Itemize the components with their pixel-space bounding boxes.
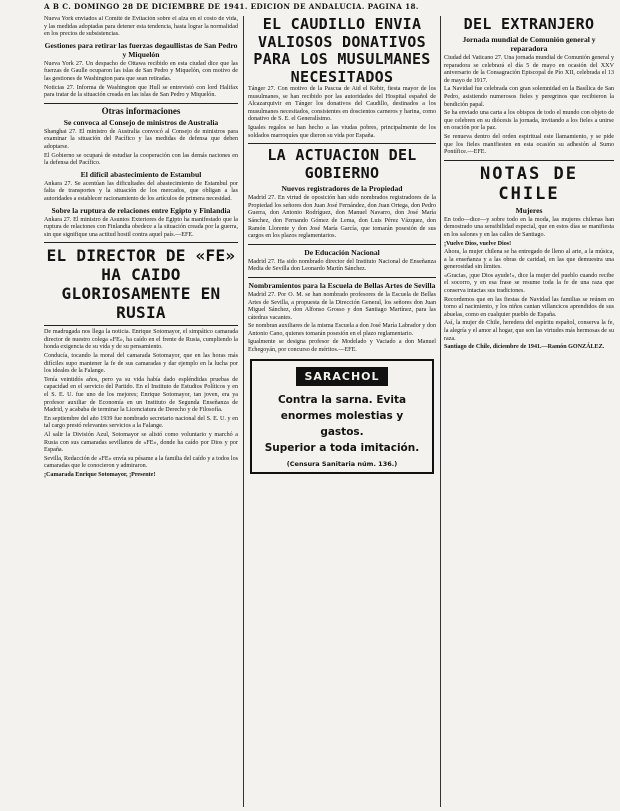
article-paragraph: Santiago de Chile, diciembre de 1941.—Ramón GONZÁLEZ. — [444, 344, 605, 351]
article-paragraph: Se renueva dentro del orden espiritual este llamamiento, y se pide que los fieles manifiesten en esta ocasión su adhesión al Sumo Pontífice.—EFE. — [444, 133, 614, 156]
column-divider — [243, 16, 244, 807]
article-paragraph: En septiembre del año 1939 fue nombrado secretario nacional del S. E. U. y en tal cargo prestó relevantes servicios a la Falange. — [44, 415, 238, 430]
article-paragraph: Iguales regalos se han hecho a las viudas pobres, principalmente de los soldados marroquíes que dieron su vida por España. — [248, 124, 436, 139]
section-rule — [444, 160, 614, 161]
section-headline: LA ACTUACION DEL GOBIERNO — [267, 146, 417, 182]
article-paragraph: La Navidad fue celebrada con gran solemnidad en la Basílica de San Pedro, asistiendo numerosos fieles y peregrinos que recibieron la bendición papal. — [444, 86, 614, 108]
article-paragraph: Sevilla, Redacción de «FE» envía su pésame a la familia del caído y a todos los camaradas que le conocieron y admiraron. — [44, 455, 238, 470]
page-header: A B C. DOMINGO 28 DE DICIEMBRE DE 1941. EDICION DE ANDALUCIA. PAGINA 18. — [44, 2, 419, 11]
section-headline: NOTAS DE CHILE — [480, 163, 578, 204]
article-paragraph: Ankara 27. Se acentúan las dificultades del abastecimiento de Estambul por falta de transportes y la situación de los mercados, que obligan a las autoridades a establecer racionamiento de los artículos de primera necesidad. — [44, 180, 238, 202]
article-paragraph: En todo—dice—y sobre todo en la moda, las mujeres chilenas han demostrado una sensibilidad especial, que en estos días se manifiesta en los salones y en las calles de Santiago. — [444, 216, 614, 238]
section-rule — [248, 277, 436, 278]
section-rule — [44, 242, 238, 243]
article-subheading: Nuevos registradores de la Propiedad — [281, 184, 403, 194]
article-paragraph: Ankara 27. El ministro de Asuntos Exteriores de Egipto ha manifestado que la ruptura de relaciones con Finlandia obedece a la situación creada por la guerra, sin que signifique una actitud hostil contra aquel país.—EFE. — [44, 216, 238, 238]
ad-footer: (Censura Sanitaria núm. 136.) — [286, 459, 398, 468]
article-paragraph: El Gobierno se ocupará de estudiar la cooperación con las demás naciones en la defensa del Pacífico. — [44, 152, 238, 167]
article-paragraph: Shanghai 27. El ministro de Australia convocó al Consejo de ministros para examinar la situación del Pacífico y las medidas de defensa que deben adoptarse. — [44, 128, 238, 150]
article-paragraph: Tánger 27. Con motivo de la Pascua de Aid el Kebir, fiesta mayor de los musulmanes, se han recibido por las autoridades del Hospital español de Alcazarquivir en Tánger los donativos del Caudillo, destinados a los musulmanes necesitados, consistentes en doscientos carneros y harina, como donativo de S. E. el Generalísimo. — [248, 86, 436, 123]
article-paragraph: Noticias 27. Informa de Washington que Hull se entrevistó con lord Halifax para tratar de la situación creada en las islas de San Pedro y Miquelón. — [44, 84, 238, 99]
article-paragraph: Se ha enviado una carta a los obispos de todo el mundo con objeto de que celebren en su diócesis la jornada, invitando a los fieles a unirse en oración por la paz. — [444, 110, 614, 132]
article-paragraph: Al salir la División Azul, Sotomayor se alistó como voluntario y marchó a Rusia con sus camaradas sevillanos de «FE», donde ha caído por Dios y por España. — [44, 432, 238, 454]
article-subheading: Sobre la ruptura de relaciones entre Egipto y Finlandia — [51, 205, 231, 215]
section-rule — [248, 143, 436, 144]
column-middle — [248, 16, 436, 809]
article-subheading: Nombramientos para la Escuela de Bellas Artes de Sevilla — [248, 280, 436, 290]
article-paragraph: Se nombran auxiliares de la misma Escuela a don José María Labrador y don Antonio Cano, quienes tomarán posesión en el plazo reglamentario. — [248, 323, 436, 337]
article-paragraph: Madrid 27. Por O. M. se han nombrado profesores de la Escuela de Bellas Artes de Sevilla, a propuesta de la Dirección General, los señores don Juan Miguel Sánchez, don Alfonso Grosso y don Santiago Martínez, para las cátedras vacantes. — [248, 291, 436, 321]
section-heading: Otras informaciones — [101, 105, 181, 116]
article-paragraph: De madrugada nos llega la noticia. Enrique Sotomayor, el simpático camarada director de nuestro colega «FE», ha caído en el frente de Rusia, cumpliendo la honda exigencia de su vida y de su pensamiento. — [44, 329, 238, 351]
article-paragraph: Ahora, la mujer chilena se ha entregado de lleno al arte, a la música, a la enseñanza y a las obras de caridad, en las que demuestra una generosidad sin límites. — [444, 249, 614, 271]
article-subheading: De Educación Nacional — [304, 247, 380, 257]
article-paragraph: Nueva York 27. Un despacho de Ottawa recibido en esta ciudad dice que las fuerzas de Gaulle ocuparon las islas de San Pedro y Miquelón, con motivo de las gestiones de Washington para que sean retiradas. — [44, 60, 238, 82]
article-paragraph: Recordemos que en las fiestas de Navidad las familias se reúnen en torno al nacimiento, y los niños cantan villancicos aprendidos de sus abuelas, como en cualquier pueblo de España. — [444, 296, 614, 318]
ad-line: enormes molestias y gastos. — [280, 409, 404, 438]
column-right — [444, 16, 614, 809]
article-paragraph: «Gracias, ¡que Dios ayude!», dice la mujer del pueblo cuando recibe el socorro, y en esa frase se resume toda la fe de una raza que conserva intactas sus tradiciones. — [444, 272, 614, 295]
article-paragraph: Madrid 27. Ha sido nombrado director del Instituto Nacional de Enseñanza Media de Sevilla don Leonardo Martín Sánchez. — [248, 258, 436, 273]
article-subheading: Gestiones para retirar las fuerzas degaullistas de San Pedro y Miquelón — [44, 40, 238, 59]
article-paragraph: Nueva York enviados al Comité de Evitación sobre el alza en el costo de vida, y las medidas adoptadas para detener esta tendencia, hasta lograr la normalidad en los precios de subsistencias. — [44, 16, 238, 38]
section-rule — [44, 103, 238, 104]
section-rule — [248, 244, 436, 245]
article-paragraph: Madrid 27. En virtud de oposición han sido nombrados registradores de la Propiedad los señores don Juan José Fernández, don Juan Ortega, don Pedro Guerra, don Antonio Rodríguez, don Manuel Navarro, don José María Sánchez, don Fernando Gómez de Lema, don Luis Pérez Vázquez, don Ramón Llorente y don José María García, que tomarán posesión de sus cargos en los plazos reglamentarios. — [248, 195, 436, 240]
feature-headline: EL DIRECTOR DE «FE» HA CAIDO GLORIOSAMENTE EN RUSIA — [46, 246, 236, 323]
ad-logo: SARACHOL — [296, 367, 387, 386]
ad-line: Superior a toda imitación. — [264, 441, 420, 454]
column-left — [44, 16, 238, 809]
article-paragraph: Igualmente se designa profesor de Modelado y Vaciado a don Manuel Echegoyán, por concurso de méritos.—EFE. — [248, 339, 436, 354]
section-headline: DEL EXTRANJERO — [463, 16, 595, 33]
article-subheading: Se convoca al Consejo de ministros de Australia — [63, 117, 219, 127]
ad-line: Contra la sarna. Evita — [277, 393, 407, 406]
article-subheading: Jornada mundial de Comunión general y reparadora — [462, 35, 596, 53]
article-paragraph: Tenía veintidós años, pero ya su vida había dado espléndidas pruebas de capacidad en el servicio del Partido. En el Instituto de Estudios Políticos y en el S. E. U. fue uno de los mejores; Enrique Sotomayor, tan joven, era ya profesor auxiliar de Economía en un Instituto de Segunda Enseñanza de Madrid, y acababa de terminar la Licenciatura de Derecho y de Filosofía. — [44, 376, 238, 414]
article-paragraph: Conducía, tocando la moral del camarada Sotomayor, que en las horas más difíciles supo mantener la fe de sus camaradas y dar ejemplo en la lucha por los ideales de la Falange. — [44, 353, 238, 375]
article-subheading: Mujeres — [515, 205, 543, 215]
article-subheading: El difícil abastecimiento de Estambul — [80, 169, 202, 179]
article-paragraph: Así, la mujer de Chile, heredera del espíritu español, conserva la fe, la alegría y el amor al hogar, que son las virtudes más hermosas de su raza. — [444, 320, 614, 342]
article-paragraph: Ciudad del Vaticano 27. Una jornada mundial de Comunión general y reparadora se celebrará el día 5 de mayo en ocasión del XXV aniversario de la Consagración Episcopal de Pío XII, celebrada el 13 de mayo de 1917. — [444, 55, 614, 84]
advertisement — [250, 359, 434, 474]
column-divider — [440, 16, 441, 807]
main-headline: EL CAUDILLO ENVIA VALIOSOS DONATIVOS PARA LOS MUSULMANES NECESITADOS — [253, 16, 431, 86]
article-paragraph: ¡Vuelve Dios, vuelve Dios! — [444, 240, 512, 247]
section-rule — [44, 325, 238, 326]
article-paragraph: ¡Camarada Enrique Sotomayor, ¡Presente! — [44, 471, 156, 478]
